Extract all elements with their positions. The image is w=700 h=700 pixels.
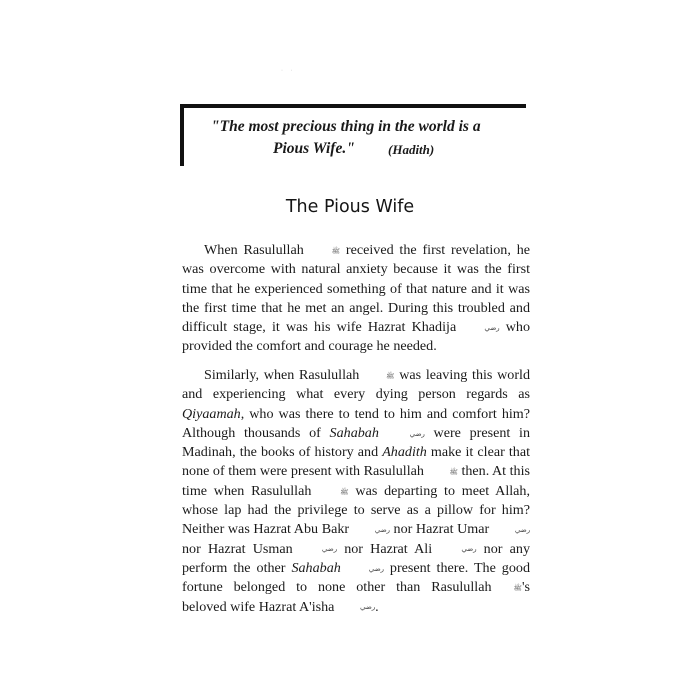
- text-span: received the first revelation, he was overcome with natural anxiety because it was the first time that he experienced something of that nature and it was the first time that he met an angel. During this troubled and difficult stage, it was his wife Hazrat Khadija: [182, 242, 530, 336]
- term-sahabah: Sahabah: [291, 559, 341, 576]
- term-qiyaamah: Qiyaamah: [182, 405, 241, 422]
- text-span: nor Hazrat Usman: [182, 540, 293, 557]
- quote-source: (Hadith): [388, 142, 435, 157]
- text-span: was leaving this world and experiencing what every dying person regards as: [182, 367, 530, 403]
- salutation-icon: [318, 488, 348, 495]
- radiyallahu-icon: [347, 565, 384, 572]
- text-span: were present in Madinah, the books of history and: [182, 424, 531, 461]
- text-span: present there. The good fortune belonged to none other than Rasulullah: [182, 559, 530, 596]
- text-span: When Rasulullah: [204, 242, 304, 258]
- text-span: , who was there to tend to him and comfort him? Although thousands of: [182, 405, 530, 441]
- radiyallahu-icon: [493, 527, 530, 534]
- text-span: Similarly, when Rasulullah: [204, 367, 360, 383]
- salutation-icon: [492, 584, 522, 591]
- paragraph-2: [182, 366, 530, 617]
- scan-artifact: · ·: [281, 68, 296, 74]
- radiyallahu-icon: [353, 527, 390, 534]
- quote-text-line-1: "The most precious thing in the world is a: [211, 118, 481, 135]
- radiyallahu-icon: [338, 604, 375, 611]
- salutation-icon: [310, 247, 340, 254]
- text-span: .: [375, 598, 379, 615]
- text-span: was departing to meet Allah, whose lap had the privilege to serve as a pillow for him? Neither was Hazrat Abu Bakr: [182, 482, 530, 538]
- term-sahabah: Sahabah: [329, 424, 379, 441]
- text-span: 's beloved wife Hazrat A'isha: [182, 579, 530, 615]
- radiyallahu-icon: [439, 546, 476, 553]
- radiyallahu-icon: [300, 546, 337, 553]
- term-ahadith: Ahadith: [382, 444, 427, 461]
- text-span: then. At this time when Rasulullah: [182, 463, 530, 499]
- paragraph-1: [182, 241, 530, 357]
- text-span: nor any perform the other: [182, 540, 530, 576]
- chapter-title: The Pious Wife: [285, 197, 415, 217]
- radiyallahu-icon: [462, 324, 499, 331]
- text-span: nor Hazrat Ali: [344, 540, 433, 557]
- text-span: nor Hazrat Umar: [393, 521, 490, 538]
- text-span: who provided the comfort and courage he needed.: [182, 319, 530, 355]
- text-span: make it clear that none of them were present with Rasulullah: [182, 444, 530, 480]
- quote-text-line-2: Pious Wife.": [273, 140, 355, 157]
- salutation-icon: [427, 469, 457, 476]
- radiyallahu-icon: [388, 430, 425, 437]
- salutation-icon: [364, 372, 394, 379]
